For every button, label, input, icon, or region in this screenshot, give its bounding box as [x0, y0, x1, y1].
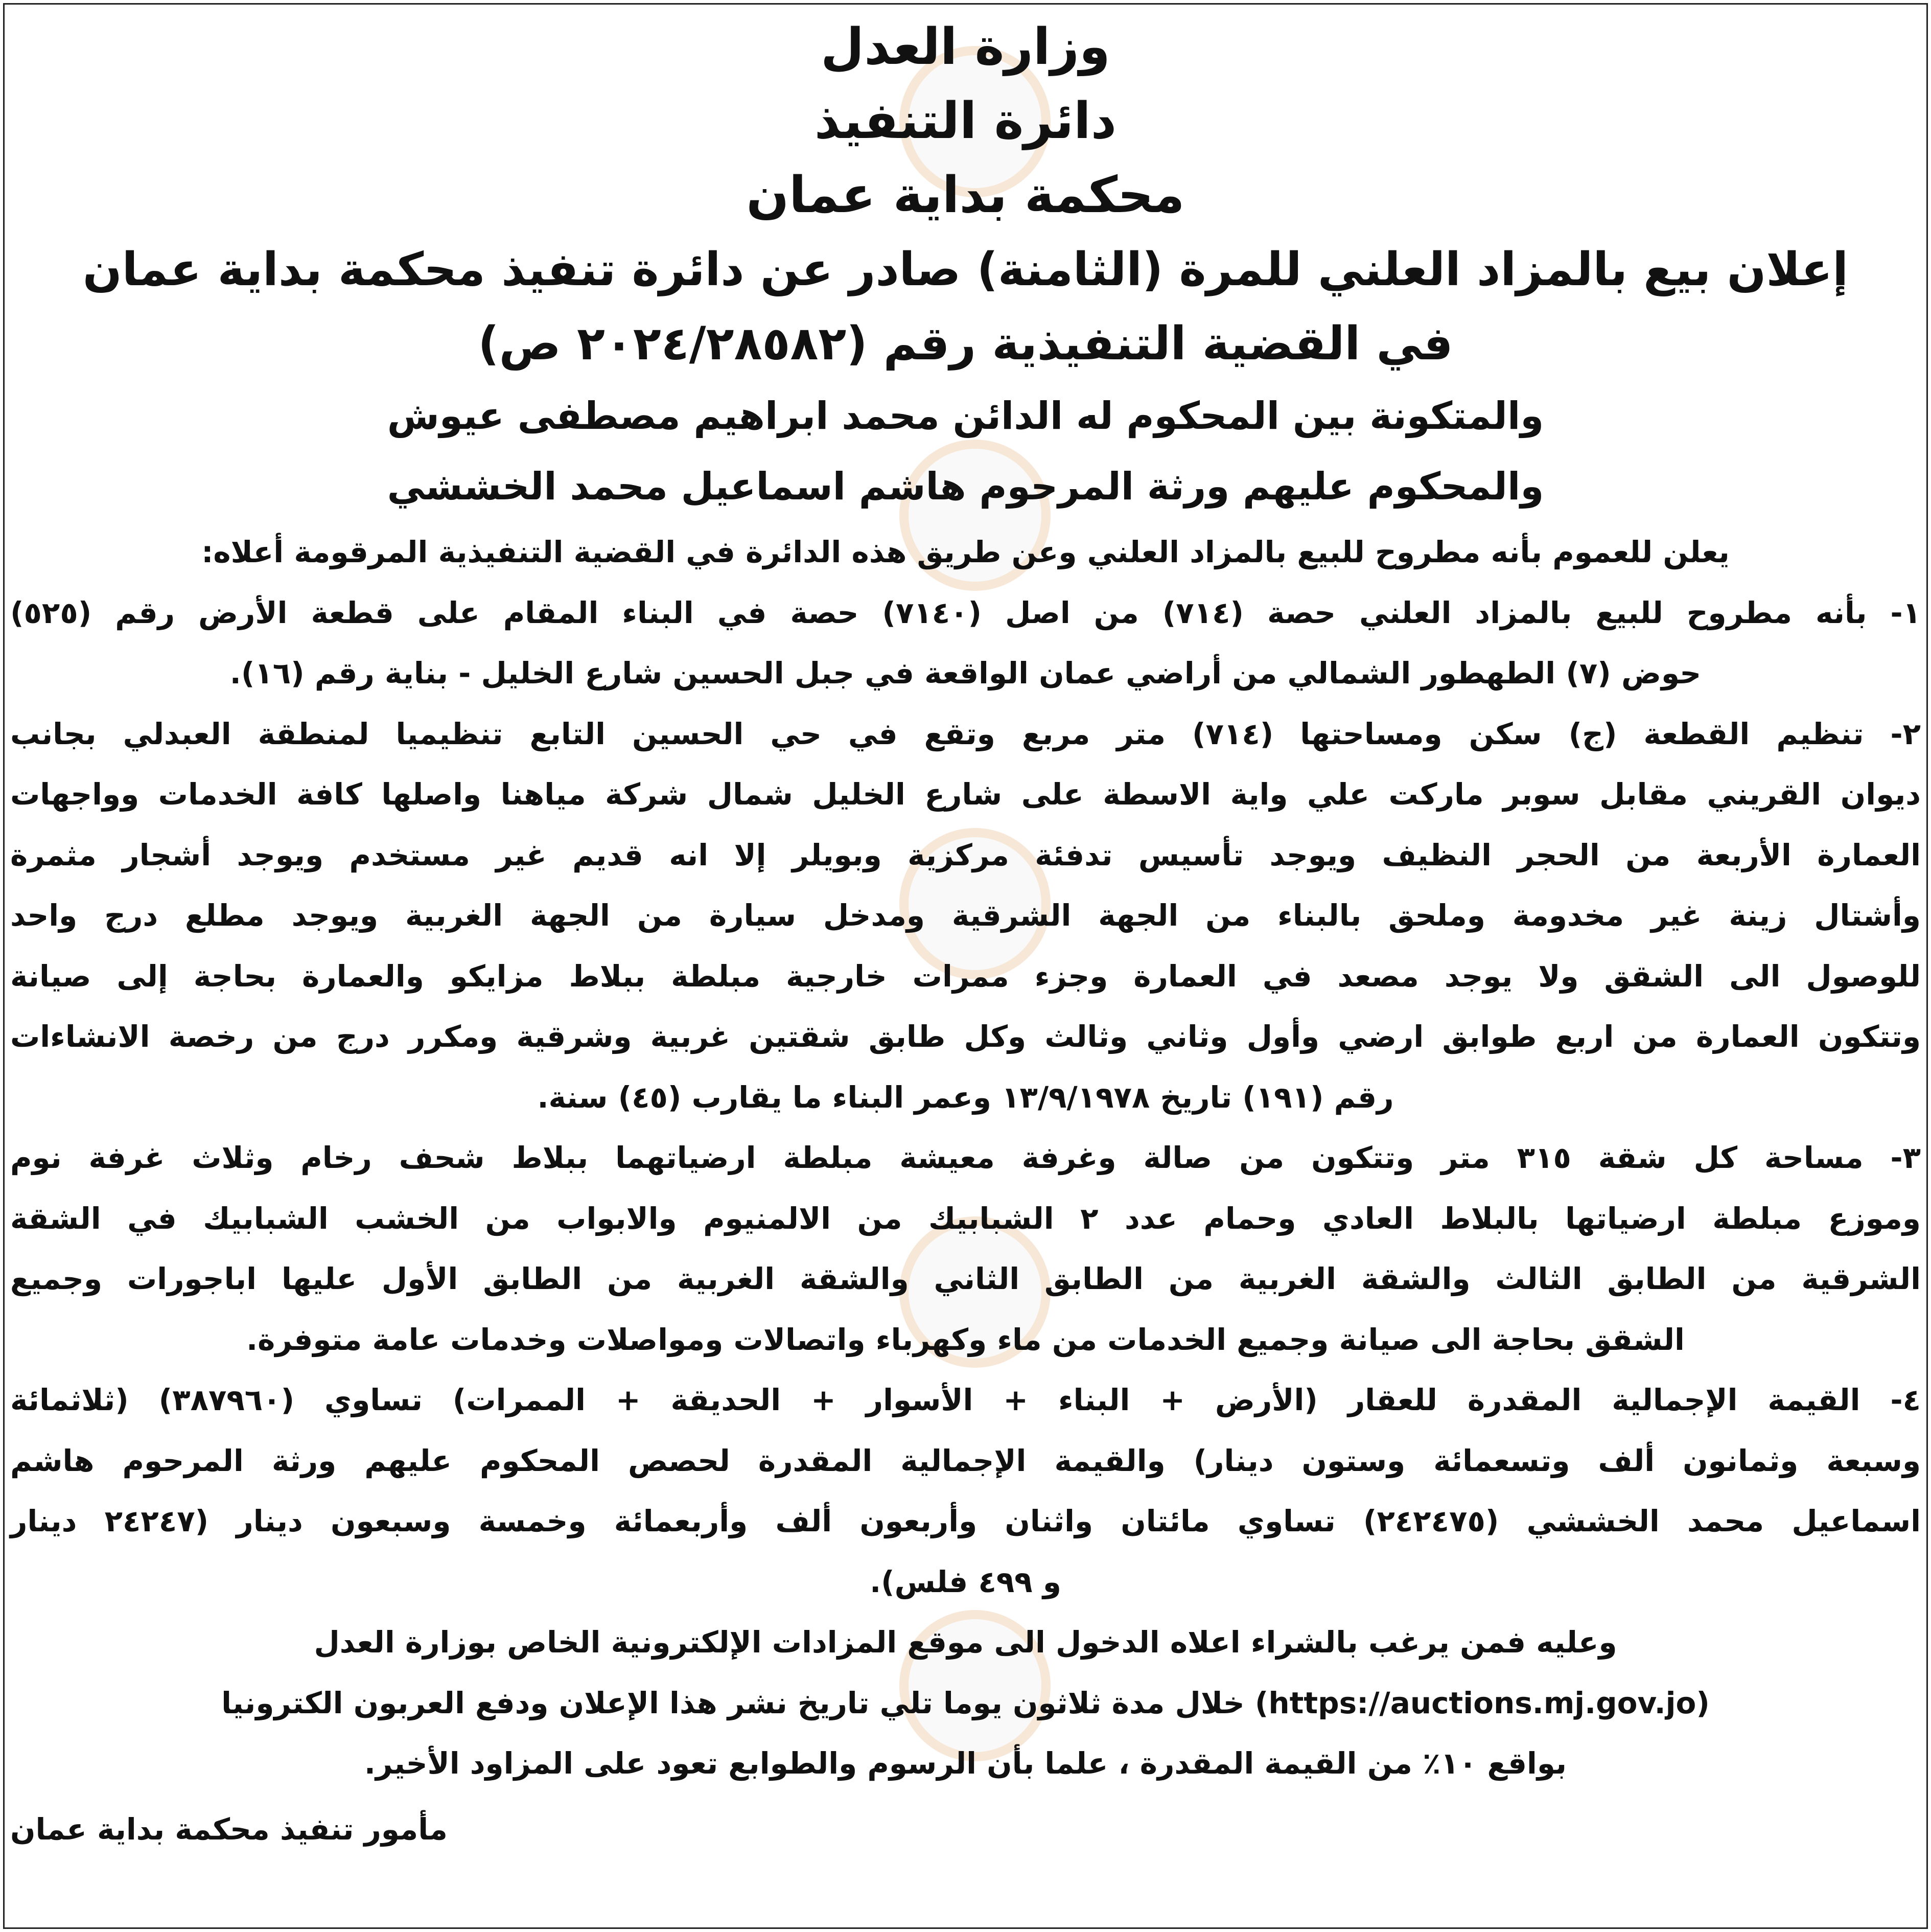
court-title: محكمة بداية عمان: [746, 166, 1185, 224]
body-line: ٣- مساحة كل شقة ٣١٥ متر وتتكون من صالة وغرفة معيشة مبلطة ارضياتهما ببلاط شحف رخام وثلاث غرفة نوم: [10, 1140, 1921, 1175]
body-line: و ٤٩٩ فلس).: [870, 1564, 1061, 1599]
auction-notice: [10, 10, 1921, 1859]
creditor-line: والمتكونة بين المحكوم له الدائن محمد ابراهيم مصطفى عيوش: [387, 394, 1544, 438]
notice-body: [10, 522, 1921, 1794]
body-line: يعلن للعموم بأنه مطروح للبيع بالمزاد العلني وعن طريق هذه الدائرة في القضية التنفيذية المرقومة أعلاه:: [201, 535, 1730, 569]
body-line: وتتكون العمارة من اربع طوابق ارضي وأول وثاني وثالث وكل طابق شقتين غربية وشرقية ومكرر درج من رخصة الانشاءات: [10, 1019, 1921, 1054]
body-line: ٤- القيمة الإجمالية المقدرة للعقار (الأرض + البناء + الأسوار + الحديقة + الممرات) تساوي (٣٨٧٩٦٠) (ثلاثمائة: [10, 1383, 1921, 1417]
body-line: العمارة الأربعة من الحجر النظيف ويوجد تأسيس تدفئة مركزية وبويلر إلا انه قديم غير مستخدم ويوجد أشجار مثمرة: [10, 837, 1921, 872]
body-line: وأشتال زينة غير مخدومة وملحق بالبناء من الجهة الشرقية ومدخل سيارة من الجهة الغربية ويوجد مطلع درج واحد: [10, 898, 1921, 933]
debtors-line: والمحكوم عليهم ورثة المرحوم هاشم اسماعيل محمد الخششي: [387, 465, 1544, 509]
body-line: وسبعة وثمانون ألف وتسعمائة وستون دينار) والقيمة الإجمالية المقدرة لحصص المحكوم عليهم ورثة المرحوم هاشم: [10, 1443, 1921, 1478]
body-line: ١- بأنه مطروح للبيع بالمزاد العلني حصة (٧١٤) من اصل (٧١٤٠) حصة في البناء المقام على قطعة الأرض رقم (٥٢٥): [10, 595, 1921, 630]
ministry-title: وزارة العدل: [821, 18, 1110, 76]
body-line: للوصول الى الشقق ولا يوجد مصعد في العمارة وجزء ممرات خارجية مبلطة ببلاط مزايكو والعمارة بحاجة إلى صيانة: [10, 958, 1921, 994]
body-line: (https://auctions.mj.gov.jo) خلال مدة ثلاثون يوما تلي تاريخ نشر هذا الإعلان ودفع العربون الكترونيا: [221, 1685, 1710, 1720]
body-line: بواقع ١٠٪ من القيمة المقدرة ، علما بأن الرسوم والطوابع تعود على المزاود الأخير.: [364, 1746, 1567, 1781]
body-line: رقم (١٩١) تاريخ ١٣/٩/١٩٧٨ وعمر البناء ما يقارب (٤٥) سنة.: [537, 1079, 1394, 1115]
body-line: ديوان القريني مقابل سوبر ماركت علي واية الاسطة على شارع الخليل شمال شركة مياهنا واصلها كافة الخدمات وواجهات: [10, 777, 1921, 812]
signature: مأمور تنفيذ محكمة بداية عمان: [10, 1811, 448, 1847]
body-line: ٢- تنظيم القطعة (ج) سكن ومساحتها (٧١٤) متر مربع وتقع في حي الحسين التابع تنظيميا لمنطقة العبدلي بجانب: [10, 716, 1921, 751]
notice-title: إعلان بيع بالمزاد العلني للمرة (الثامنة) صادر عن دائرة تنفيذ محكمة بداية عمان: [82, 243, 1849, 296]
body-line: اسماعيل محمد الخششي (٢٤٢٤٧٥) تساوي مائتان واثنان وأربعون ألف وأربعمائة وخمسة وسبعون دينار (٢٤٢٤٧ دينار: [10, 1504, 1921, 1538]
body-line: حوض (٧) الطهطور الشمالي من أراضي عمان الواقعة في جبل الحسين شارع الخليل - بناية رقم (١٦).: [229, 656, 1702, 691]
body-line: وموزع مبلطة ارضياتها بالبلاط العادي وحمام عدد ٢ الشبابيك من الالمنيوم والابواب من الخشب الشبابيك في الشقة: [10, 1201, 1921, 1236]
body-line: الشقق بحاجة الى صيانة وجميع الخدمات من ماء وكهرباء واتصالات ومواصلات وخدمات عامة متوفرة.: [246, 1322, 1685, 1357]
body-line: الشرقية من الطابق الثالث والشقة الغربية من الطابق الثاني والشقة الغربية من الطابق الأول عليها اباجورات وجميع: [10, 1261, 1921, 1296]
department-title: دائرة التنفيذ: [814, 92, 1117, 150]
body-line: وعليه فمن يرغب بالشراء اعلاه الدخول الى موقع المزادات الإلكترونية الخاص بوزارة العدل: [314, 1625, 1617, 1660]
case-number: في القضية التنفيذية رقم (٢٠٢٤/٢٨٥٨٢ ص): [478, 317, 1453, 371]
